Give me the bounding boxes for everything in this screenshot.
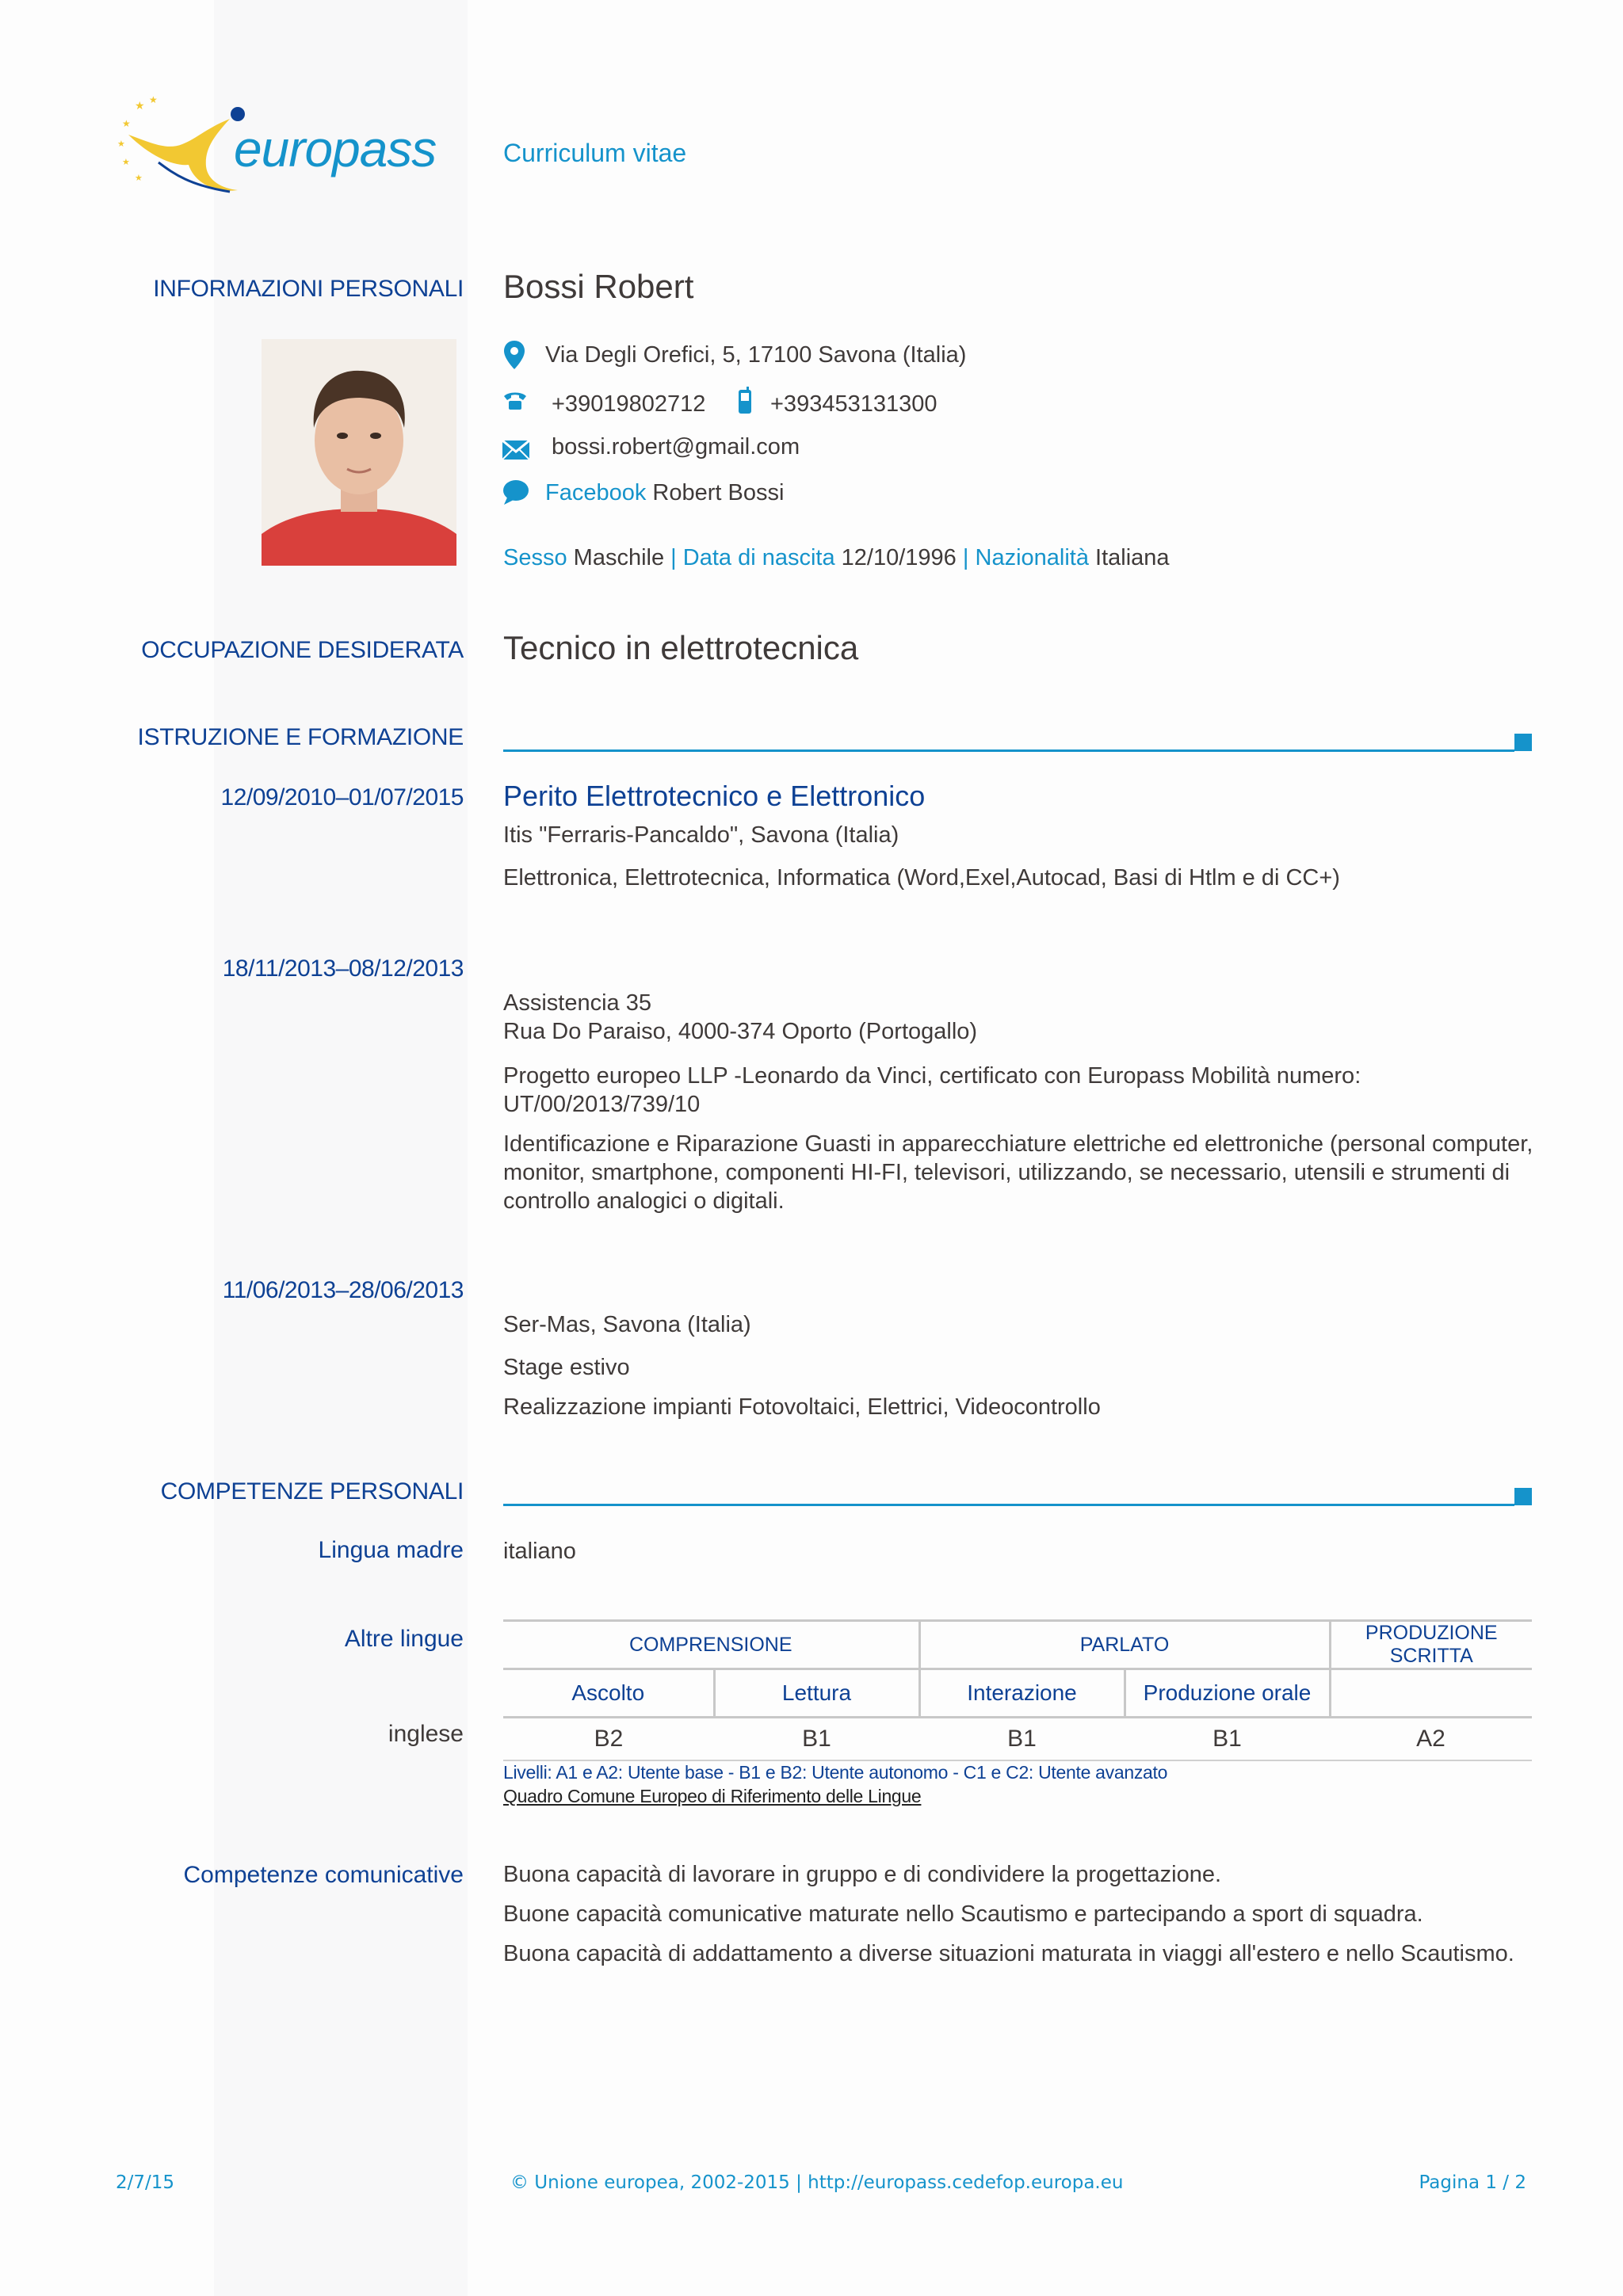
framework-link[interactable]: Quadro Comune Europeo di Riferimento delle Lingue bbox=[503, 1786, 922, 1806]
location-icon bbox=[504, 341, 525, 369]
nationality-label: Nazionalità bbox=[975, 545, 1089, 570]
communication-skill-line: Buona capacità di lavorare in gruppo e di condividere la progettazione. bbox=[503, 1862, 1222, 1887]
personal-details-row bbox=[503, 543, 1170, 573]
header-writing: PRODUZIONE SCRITTA bbox=[1330, 1621, 1532, 1669]
svg-text:★: ★ bbox=[135, 99, 145, 112]
section-marker bbox=[1514, 734, 1532, 751]
section-education: ISTRUZIONE E FORMAZIONE bbox=[137, 724, 464, 750]
social-row bbox=[545, 479, 784, 508]
education-org: Assistencia 35 bbox=[503, 990, 651, 1016]
subheader-reading: Lettura bbox=[714, 1669, 919, 1718]
subheader-interaction: Interazione bbox=[919, 1669, 1125, 1718]
nationality-value: Italiana bbox=[1095, 545, 1170, 570]
mother-tongue-label: Lingua madre bbox=[318, 1537, 464, 1563]
footer-page-number: Pagina 1 / 2 bbox=[1419, 2172, 1526, 2193]
europass-logo bbox=[111, 87, 475, 198]
profile-photo bbox=[262, 339, 456, 566]
education-org-address: Rua Do Paraiso, 4000-374 Oporto (Portogallo) bbox=[503, 1019, 978, 1044]
education-desc: Stage estivo bbox=[503, 1355, 630, 1380]
full-name: Bossi Robert bbox=[503, 268, 694, 305]
communication-skills-label: Competenze comunicative bbox=[183, 1862, 464, 1888]
europass-logo-graphic bbox=[111, 87, 475, 198]
section-marker bbox=[1514, 1488, 1532, 1505]
phone-number[interactable]: +39019802712 bbox=[552, 391, 706, 417]
subheader-listening: Ascolto bbox=[503, 1669, 714, 1718]
logo-wordmark: europass bbox=[234, 120, 437, 177]
chat-icon bbox=[502, 479, 529, 505]
education-org: Itis "Ferraris-Pancaldo", Savona (Italia) bbox=[503, 822, 899, 848]
doc-title: Curriculum vitae bbox=[503, 139, 687, 167]
oral-production-level: B1 bbox=[1125, 1718, 1330, 1761]
education-desc: UT/00/2013/739/10 bbox=[503, 1092, 701, 1117]
desired-occupation: Tecnico in elettrotecnica bbox=[503, 629, 859, 666]
svg-text:★: ★ bbox=[117, 139, 125, 149]
phone-icon bbox=[502, 391, 528, 410]
email-address[interactable]: bossi.robert@gmail.com bbox=[552, 434, 800, 460]
levels-note: Livelli: A1 e A2: Utente base - B1 e B2: Utente autonomo - C1 e C2: Utente avanzato bbox=[503, 1762, 1168, 1783]
listening-level: B2 bbox=[503, 1718, 714, 1761]
mother-tongue-value: italiano bbox=[503, 1539, 576, 1564]
section-desired-occupation: OCCUPAZIONE DESIDERATA bbox=[141, 637, 464, 663]
education-org: Ser-Mas, Savona (Italia) bbox=[503, 1312, 751, 1337]
education-desc: controllo analogici o digitali. bbox=[503, 1188, 785, 1214]
education-title: Perito Elettrotecnico e Elettronico bbox=[503, 780, 926, 812]
separator: | bbox=[962, 545, 969, 570]
birth-value: 12/10/1996 bbox=[841, 545, 957, 570]
email-icon bbox=[502, 441, 529, 460]
social-handle[interactable]: Robert Bossi bbox=[652, 480, 785, 505]
header-comprehension: COMPRENSIONE bbox=[503, 1621, 919, 1669]
education-desc: Progetto europeo LLP -Leonardo da Vinci, certificato con Europass Mobilità numero: bbox=[503, 1063, 1361, 1089]
subheader-empty bbox=[1330, 1669, 1532, 1718]
header-speaking: PARLATO bbox=[919, 1621, 1330, 1669]
communication-skill-line: Buone capacità comunicative maturate nello Scautismo e partecipando a sport di squadra. bbox=[503, 1901, 1423, 1927]
writing-level: A2 bbox=[1330, 1718, 1532, 1761]
education-desc: monitor, smartphone, componenti HI-FI, televisori, utilizzando, se necessario, utensili e strumenti di bbox=[503, 1160, 1510, 1185]
footer-date: 2/7/15 bbox=[116, 2172, 175, 2193]
svg-text:★: ★ bbox=[135, 174, 143, 183]
svg-text:★: ★ bbox=[122, 118, 131, 129]
subheader-oral-production: Produzione orale bbox=[1125, 1669, 1330, 1718]
education-date: 18/11/2013–08/12/2013 bbox=[222, 955, 464, 982]
social-network-label: Facebook bbox=[545, 480, 647, 505]
section-personal-skills: COMPETENZE PERSONALI bbox=[160, 1478, 464, 1505]
mobile-number[interactable]: +393453131300 bbox=[770, 391, 938, 417]
education-date: 11/06/2013–28/06/2013 bbox=[222, 1277, 464, 1303]
address: Via Degli Orefici, 5, 17100 Savona (Italia) bbox=[545, 342, 967, 368]
svg-text:★: ★ bbox=[149, 94, 158, 105]
sex-label: Sesso bbox=[503, 545, 567, 570]
section-personal-info: INFORMAZIONI PERSONALI bbox=[153, 276, 464, 302]
education-date: 12/09/2010–01/07/2015 bbox=[220, 784, 464, 810]
communication-skill-line: Buona capacità di addattamento a diverse situazioni maturata in viaggi all'estero e nello Scautismo. bbox=[503, 1941, 1514, 1966]
table-row bbox=[503, 1718, 1532, 1761]
birth-label: Data di nascita bbox=[682, 545, 835, 570]
svg-text:★: ★ bbox=[122, 158, 130, 167]
reading-level: B1 bbox=[714, 1718, 919, 1761]
separator: | bbox=[670, 545, 677, 570]
section-rule bbox=[503, 749, 1514, 752]
footer-copyright[interactable]: © Unione europea, 2002-2015 | http://europass.cedefop.europa.eu bbox=[510, 2172, 1124, 2193]
education-desc: Realizzazione impianti Fotovoltaici, Elettrici, Videocontrollo bbox=[503, 1394, 1101, 1420]
education-desc: Elettronica, Elettrotecnica, Informatica (Word,Exel,Autocad, Basi di Htlm e di CC+) bbox=[503, 865, 1340, 891]
section-rule bbox=[503, 1504, 1514, 1506]
other-languages-label: Altre lingue bbox=[344, 1626, 464, 1652]
mobile-icon bbox=[737, 387, 753, 414]
language-table bbox=[503, 1619, 1532, 1761]
language-name: inglese bbox=[388, 1721, 464, 1747]
interaction-level: B1 bbox=[919, 1718, 1125, 1761]
education-desc: Identificazione e Riparazione Guasti in apparecchiature elettriche ed elettroniche (personal computer, bbox=[503, 1131, 1533, 1157]
sex-value: Maschile bbox=[573, 545, 665, 570]
